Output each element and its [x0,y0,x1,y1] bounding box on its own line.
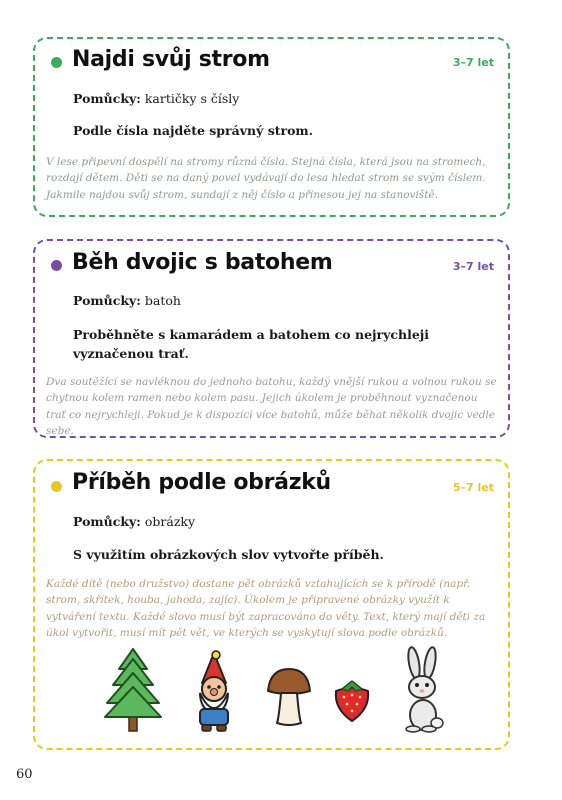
tools-value: batoh [144,293,181,308]
purple-bullet-icon [51,260,62,271]
activity-card-find-tree [33,37,510,217]
tools-value: obrázky [144,514,196,529]
age-range: 3–7 let [452,56,494,69]
activity-task: Podle čísla najděte správný strom. [73,123,314,138]
illustration-row [35,641,512,741]
activity-title: Běh dvojic s batohem [72,250,333,275]
activity-description: Každé dítě (nebo družstvo) dostane pět obrázků vztahujících se k přírodě (např. strom, skřítek, houba, jahoda, zajíc). Úkolem je připravené obrázky využít k vytváření textu. Každé slovo musí být zapracováno do věty. Text, který mají děti za úkol vytvořit, musí mít pět vět, ve kterých se vyskytují slova podle obrázků. [46,578,486,639]
page-number: 60 [16,767,33,782]
yellow-bullet-icon [51,481,62,492]
tools-line [73,514,195,529]
age-range: 5–7 let [452,481,494,494]
mushroom-illustration [264,665,314,727]
tools-value: kartičky s čísly [144,91,240,106]
tools-label: Pomůcky: [73,91,141,106]
tools-line [73,293,181,308]
rabbit-illustration [397,645,449,733]
activity-description: Dva soutěžící se navléknou do jednoho batohu, každý vnější rukou a volnou rukou se chytnou kolem ramen nebo kolem pasu. Jejich úkolem je proběhnout vyznačenou trať co nejrychleji. Pokud je k dispozici více batohů, může běhat několik dvojic vedle sebe. [46,376,497,437]
tools-label: Pomůcky: [73,514,141,529]
tools-line [73,91,239,106]
activity-task: Proběhněte s kamarádem a batohem co nejrychleji vyznačenou trať. [73,327,430,361]
tree-illustration [103,647,163,733]
activity-title: Najdi svůj strom [72,47,270,72]
activity-card-picture-story [33,459,510,750]
strawberry-illustration [332,679,372,723]
tools-label: Pomůcky: [73,293,141,308]
green-bullet-icon [51,57,62,68]
age-range: 3–7 let [452,260,494,273]
activity-card-pair-run [33,239,510,438]
activity-task: S využitím obrázkových slov vytvořte příběh. [73,547,384,562]
activity-title: Příběh podle obrázků [72,470,331,495]
gnome-illustration [188,649,240,733]
activity-description: V lese připevní dospělí na stromy různá čísla. Stejná čísla, která jsou na stromech, rozdají dětem. Děti se na daný povel vydávají do lesa hledat strom se svým číslem. Jakmile najdou svůj strom, sundají z něj číslo a přinesou jej na stanoviště. [46,156,486,201]
